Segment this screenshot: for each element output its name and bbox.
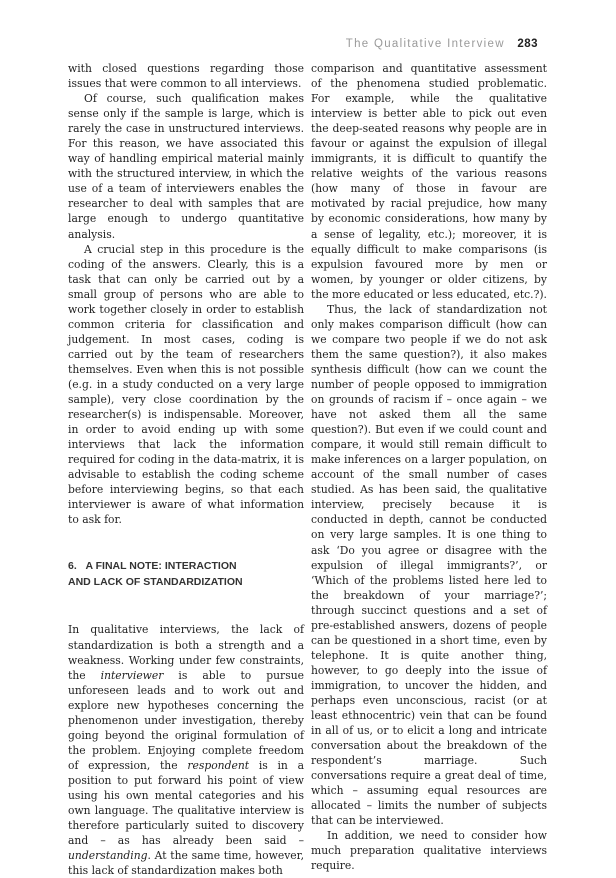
section-heading-line-1: 6. A FINAL NOTE: INTERACTION bbox=[68, 560, 237, 573]
right-paragraph-3: In addition, we need to consider how much preparation qualitative interviews require. bbox=[311, 829, 547, 873]
running-head bbox=[346, 38, 538, 50]
section-heading-line-2: AND LACK OF STANDARDIZATION bbox=[68, 575, 243, 588]
left-paragraph-2: Of course, such qualification makes sense only if the sample is large, which is rarely the case in unstructured interviews. For this reason, we have associated this way of handling empirical material mainly with the structured interview, in which the use of a team of interviewers enables the researcher to deal with samples that are large enough to undergo quantitative analysis. bbox=[68, 92, 304, 241]
p4-text-d: . At the same time, however, this lack of standardization makes both bbox=[68, 849, 304, 878]
p4-text-c: is in a position to put forward his point of view using his own mental categories and his own language. The qualitative interview is therefore particularly suited to discovery and – as has already been said – bbox=[68, 758, 304, 848]
page-number: 283 bbox=[517, 38, 538, 50]
left-paragraph-4 bbox=[68, 622, 304, 878]
left-paragraph-1: with closed questions regarding those issues that were common to all interviews. bbox=[68, 62, 304, 91]
right-paragraph-1: comparison and quantitative assessment of the phenomena studied problematic. For example, while the qualitative interview is better able to pick out even the deep-seated reasons why people are in favour or against the expulsion of illegal immigrants, it is difficult to quantify the relative weights of the various reasons (how many of those in favour are motivated by racial prejudice, how many by economic considerations, how many by a sense of legality, etc.); moreover, it is equally difficult to make comparisons (is expulsion favoured more by men or women, by younger or older citizens, by the more educated or less educated, etc.?). bbox=[311, 62, 547, 301]
p4-emphasis-respondent: respondent bbox=[187, 758, 250, 772]
right-column bbox=[311, 61, 547, 874]
left-column bbox=[68, 61, 304, 878]
section-heading bbox=[68, 559, 304, 590]
p4-text-b: is able to pursue unforeseen leads and to work out and explore new hypotheses concerning the phenomenon under investigation, thereby going beyond the original formulation of the problem. Enjoying complete freedom of expression, the bbox=[68, 668, 304, 772]
left-paragraph-3: A crucial step in this procedure is the coding of the answers. Clearly, this is a task that can only be carried out by a small group of persons who are able to work together closely in order to establish common criteria for classification and judgement. In most cases, coding is carried out by the team of researchers themselves. Even when this is not possible (e.g. in a study conducted on a very large sample), very close coordination by the researcher(s) is indispensable. Moreover, in order to avoid ending up with some interviews that lack the information required for coding in the data-matrix, it is advisable to establish the coding scheme before interviewing begins, so that each interviewer is aware of what information to ask for. bbox=[68, 242, 304, 527]
p4-emphasis-interviewer: interviewer bbox=[100, 668, 164, 682]
p4-text-a: In qualitative interviews, the lack of standardization is both a strength and a weakness. Working under few constraints, the bbox=[68, 623, 304, 682]
running-title: The Qualitative Interview bbox=[345, 38, 505, 50]
p4-emphasis-understanding: understanding bbox=[68, 849, 148, 863]
right-paragraph-2: Thus, the lack of standardization not only makes comparison difficult (how can we compare two people if we do not ask them the same question?), it also makes synthesis difficult (how can we count the number of people opposed to immigration on grounds of racism if – once again – we have not asked them all the same question?). But even if we could count and compare, it would still remain difficult to make inferences on a larger population, on account of the small number of cases studied. As has been said, the qualitative interview, precisely because it is conducted in depth, cannot be conducted on very large samples. It is one thing to ask ‘Do you agree or disagree with the expulsion of illegal immigrants?’, or ‘Which of the problems listed here led to the breakdown of your marriage?’; through succinct questions and a set of pre-established answers, dozens of people can be questioned in a short time, even by telephone. It is quite another thing, however, to go deeply into the issue of immigration, to uncover the hidden, and perhaps even unconscious, racist (or at least ethnocentric) vein that can be found in all of us, or to elicit a long and intricate conversation about the breakdown of the respondent’s marriage. Such conversations require a great deal of time, which – assuming equal resources are allocated – limits the number of subjects that can be interviewed. bbox=[311, 302, 547, 828]
